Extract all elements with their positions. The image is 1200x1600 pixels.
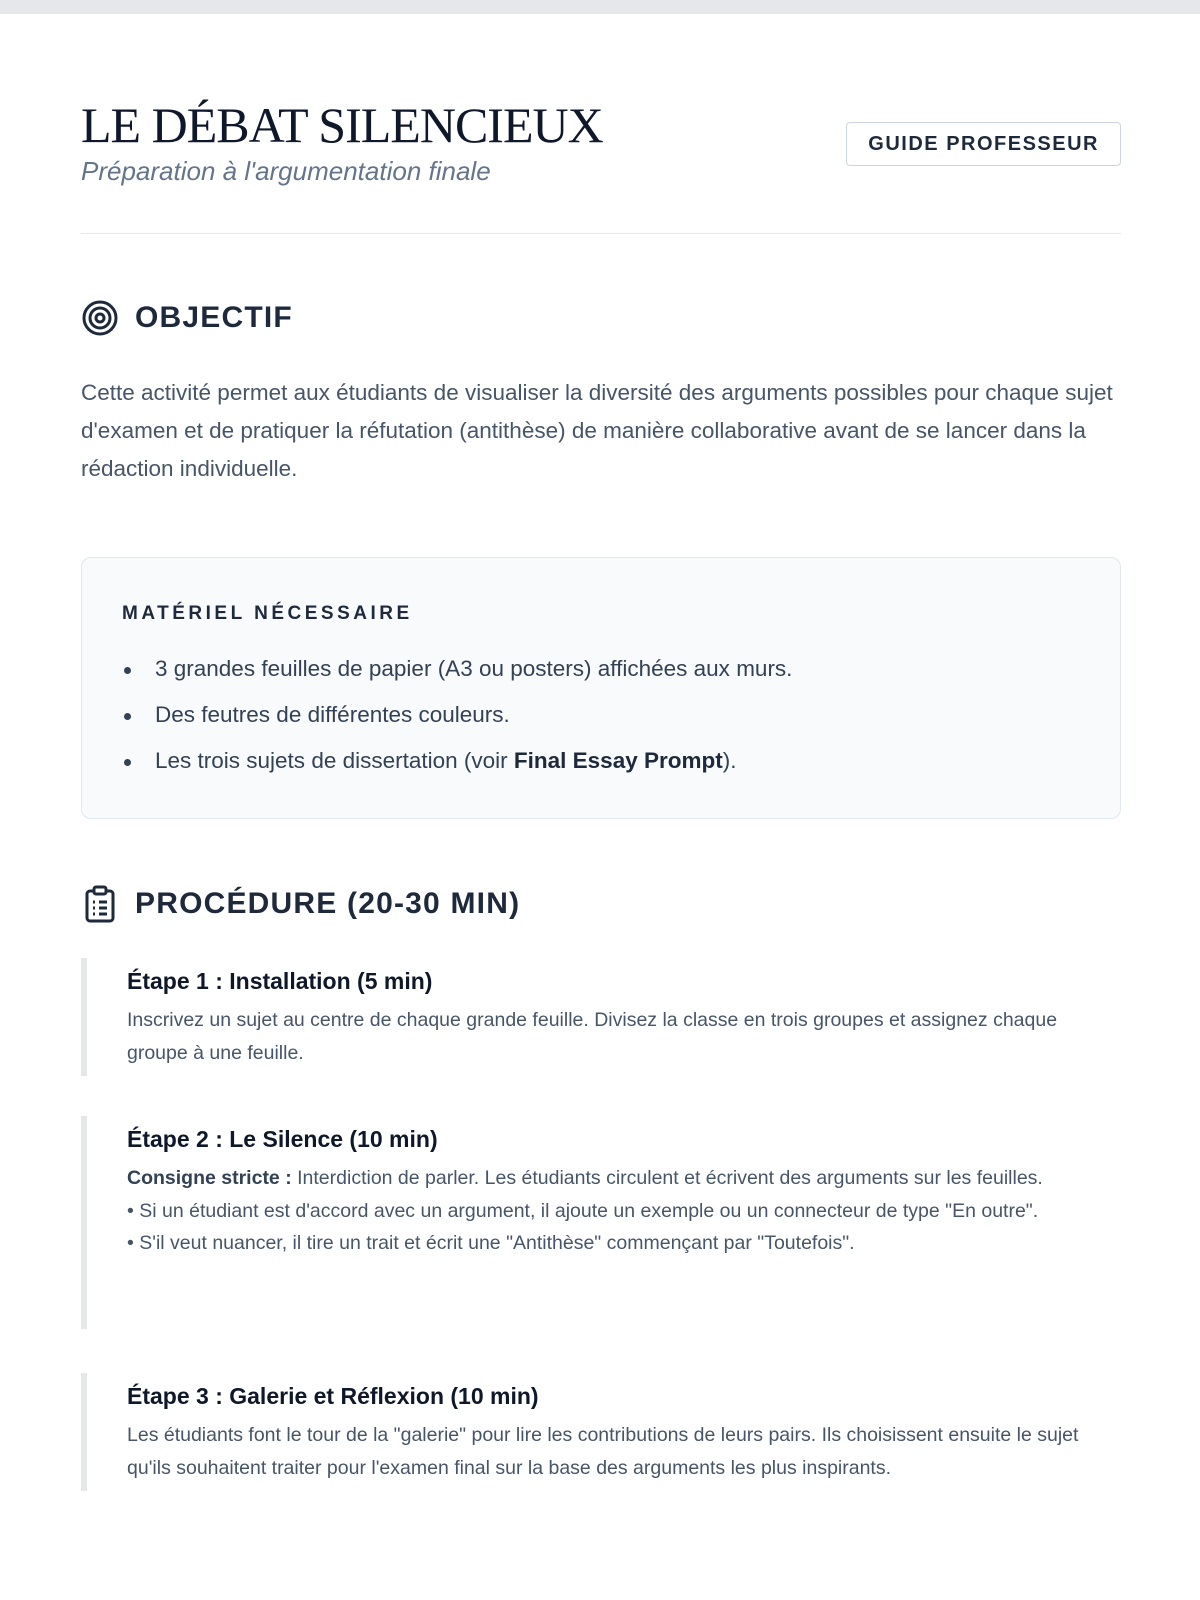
page-header bbox=[81, 14, 1121, 234]
procedure-heading bbox=[81, 885, 520, 923]
objective-text: Cette activité permet aux étudiants de visualiser la diversité des arguments possibles pour chaque sujet d'examen et de pratiquer la réfutation (antithèse) de manière collaborative avant de se lancer dans la rédaction individuelle. bbox=[81, 380, 1113, 481]
objective-title: OBJECTIF bbox=[135, 301, 293, 334]
objective-heading bbox=[81, 299, 293, 337]
page-subtitle: Préparation à l'argumentation finale bbox=[81, 156, 491, 186]
step-title: Étape 2 : Le Silence (10 min) bbox=[127, 1126, 438, 1152]
clipboard-icon bbox=[81, 885, 119, 923]
top-bar bbox=[0, 0, 1200, 14]
guide-badge: GUIDE PROFESSEUR bbox=[846, 122, 1121, 166]
strict-instruction-text: Interdiction de parler. Les étudiants circulent et écrivent des arguments sur les feuilles. bbox=[291, 1167, 1043, 1189]
materials-item-text: Les trois sujets de dissertation (voir bbox=[155, 748, 514, 773]
materials-title: MATÉRIEL NÉCESSAIRE bbox=[122, 603, 413, 624]
step-2 bbox=[81, 1116, 1121, 1329]
materials-item: Des feutres de différentes couleurs. bbox=[122, 692, 792, 738]
step-text: Inscrivez un sujet au centre de chaque grande feuille. Divisez la classe en trois groupes et assignez chaque groupe à une feuille. bbox=[127, 1009, 1058, 1064]
essay-prompt-reference: Final Essay Prompt bbox=[513, 748, 723, 773]
step-bullet: • Si un étudiant est d'accord avec un argument, il ajoute un exemple ou un connecteur de type "En outre". bbox=[127, 1199, 1039, 1222]
step-text: Les étudiants font le tour de la "galerie" pour lire les contributions de leurs pairs. Ils choisissent ensuite le sujet qu'ils souhaitent traiter pour l'examen final sur la base des arguments les plus inspirants. bbox=[127, 1424, 1079, 1479]
step-title: Étape 3 : Galerie et Réflexion (10 min) bbox=[127, 1383, 539, 1409]
step-1 bbox=[81, 958, 1121, 1076]
teacher-guide-page bbox=[81, 14, 1121, 1479]
materials-item-text-end: ). bbox=[722, 748, 737, 773]
materials-item: 3 grandes feuilles de papier (A3 ou posters) affichées aux murs. bbox=[122, 646, 792, 692]
procedure-title: PROCÉDURE (20-30 MIN) bbox=[135, 887, 521, 920]
materials-list bbox=[122, 646, 792, 784]
materials-item bbox=[122, 738, 792, 784]
strict-instruction-label: Consigne stricte : bbox=[127, 1167, 292, 1189]
step-title: Étape 1 : Installation (5 min) bbox=[127, 968, 433, 994]
materials-panel bbox=[81, 557, 1121, 819]
step-bullet: • S'il veut nuancer, il tire un trait et écrit une "Antithèse" commençant par "Toutefois". bbox=[127, 1232, 855, 1254]
step-text bbox=[127, 1162, 1121, 1195]
step-3 bbox=[81, 1373, 1121, 1491]
target-icon bbox=[81, 299, 119, 337]
page-title: LE DÉBAT SILENCIEUX bbox=[81, 97, 603, 153]
